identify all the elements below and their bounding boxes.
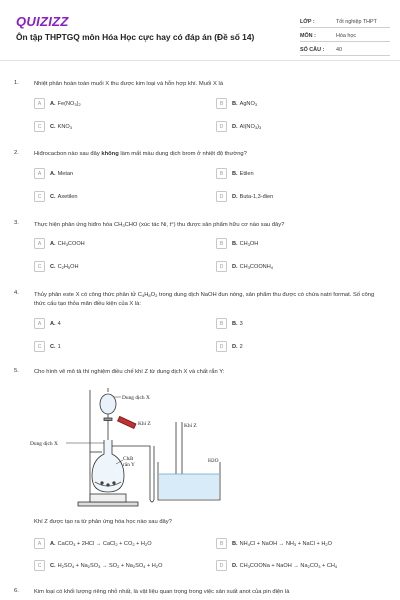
document-meta (300, 14, 390, 56)
option-1a[interactable] (34, 98, 81, 109)
option-key: A. (50, 240, 56, 247)
option-text: Axetilen (57, 193, 78, 200)
option-text: KNO3 (57, 123, 72, 130)
option-key: B. (232, 170, 238, 177)
option-text: Etilen (239, 170, 254, 177)
option-letter-box: D (216, 121, 227, 132)
option-letter-box: B (216, 238, 227, 249)
question-number: 1. (14, 80, 19, 86)
option-2b[interactable] (216, 168, 254, 179)
label-solid-y-line1: Chất (123, 456, 134, 462)
option-key: A. (50, 100, 56, 107)
option-text: Al(NO3)3 (239, 123, 262, 130)
option-text: Fe(NO3)2 (57, 100, 81, 107)
option-letter-box: A (34, 318, 45, 329)
meta-value: 40 (336, 47, 342, 53)
meta-row-subject (300, 28, 390, 42)
option-3c[interactable] (34, 261, 79, 272)
label-funnel-solution: Dung dịch X (122, 395, 150, 401)
option-key: A. (50, 170, 56, 177)
option-5d[interactable] (216, 560, 337, 571)
meta-label: SỐ CÂU : (300, 47, 325, 53)
option-letter-box: A (34, 168, 45, 179)
option-4d[interactable] (216, 341, 243, 352)
option-key: C. (50, 193, 56, 200)
option-letter-box: C (34, 121, 45, 132)
option-letter-box: D (216, 341, 227, 352)
side-tube (112, 446, 150, 452)
option-letter-box: D (216, 560, 227, 571)
option-text: CaCO3 + 2HCl → CaCl2 + CO2 + H2O (57, 540, 152, 547)
question-number: 5. (14, 368, 19, 374)
option-4c[interactable] (34, 341, 61, 352)
option-2d[interactable] (216, 191, 273, 202)
option-text: 4 (57, 320, 61, 327)
option-text: CH3COOH (57, 240, 85, 247)
option-key: C. (50, 263, 56, 270)
question-followup-text: Khí Z được tạo ra từ phản ứng hóa học nào sau đây? (34, 519, 172, 525)
option-3b[interactable] (216, 238, 258, 249)
option-key: B. (232, 540, 238, 547)
option-key: A. (50, 320, 56, 327)
question-text: Thực hiện phản ứng hiđro hóa CH3CHO (xúc tác Ni, t°) thu được sản phẩm hữu cơ nào sau đây? (34, 222, 285, 228)
option-letter-box: A (34, 98, 45, 109)
option-letter-box: A (34, 238, 45, 249)
question-text: Nhiệt phân hoàn toàn muối X thu được kim loại và hỗn hợp khí. Muối X là (34, 81, 224, 87)
option-key: A. (50, 540, 56, 547)
option-letter-box: B (216, 538, 227, 549)
question-text: Hiđrocacbon nào sau đây không làm mất màu dung dịch brom ở nhiệt độ thường? (34, 151, 247, 157)
experiment-figure (30, 382, 260, 507)
option-key: D. (232, 263, 238, 270)
option-key: B. (232, 320, 238, 327)
option-text: C2H5OH (57, 263, 79, 270)
label-left-solution: Dung dịch X (30, 441, 58, 447)
option-key: C. (50, 123, 56, 130)
meta-value: Hóa học (336, 33, 357, 39)
option-text: AgNO3 (239, 100, 258, 107)
label-gas-z-right: Khí Z (184, 423, 197, 429)
option-letter-box: C (34, 560, 45, 571)
option-1c[interactable] (34, 121, 72, 132)
option-letter-box: B (216, 98, 227, 109)
option-key: C. (50, 343, 56, 350)
option-5c[interactable] (34, 560, 162, 571)
label-solid-y-line2: rắn Y (123, 462, 135, 468)
stand-base (78, 502, 138, 506)
meta-value: Tốt nghiệp THPT (336, 19, 377, 25)
option-key: D. (232, 193, 238, 200)
question-text: Thủy phân este X có công thức phân tử C4H8O2 trong dung dịch NaOH đun nóng, sản phẩm thu được có chứa natri format. Số công thức cấu tạo thỏa mãn điều kiện của X là: (34, 292, 375, 307)
option-letter-box: B (216, 318, 227, 329)
option-text: 1 (57, 343, 61, 350)
question-number: 6. (14, 588, 19, 594)
option-key: B. (232, 100, 238, 107)
question-text: Cho hình vẽ mô tả thí nghiệm điều chế khí Z từ dung dịch X và chất rắn Y: (34, 369, 225, 375)
option-text: CH3OH (239, 240, 259, 247)
option-text: H2SO4 + Na2SO3 → SO2 + Na2SO4 + H2O (57, 562, 163, 569)
option-key: C. (50, 562, 56, 569)
meta-label: MÔN : (300, 33, 316, 39)
option-text: NH4Cl + NaOH → NH3 + NaCl + H2O (239, 540, 332, 547)
option-4a[interactable] (34, 318, 61, 329)
header-divider (0, 60, 400, 61)
meta-label: LỚP : (300, 19, 315, 25)
option-letter-box: C (34, 261, 45, 272)
option-letter-box: D (216, 191, 227, 202)
option-5b[interactable] (216, 538, 332, 549)
question-number: 3. (14, 220, 19, 226)
option-letter-box: C (34, 191, 45, 202)
option-4b[interactable] (216, 318, 243, 329)
label-water: H2O (208, 458, 219, 464)
option-2c[interactable] (34, 191, 78, 202)
option-letter-box: C (34, 341, 45, 352)
option-text: 2 (239, 343, 243, 350)
option-text: 3 (239, 320, 243, 327)
burner (90, 494, 126, 502)
option-key: B. (232, 240, 238, 247)
label-gas-z: Khí Z (138, 421, 151, 427)
valve-red (118, 416, 136, 428)
meta-row-count (300, 42, 390, 56)
option-5a[interactable] (34, 538, 152, 549)
option-letter-box: A (34, 538, 45, 549)
option-2a[interactable] (34, 168, 73, 179)
option-text: CH3COONa + NaOH → Na2CO3 + CH4 (239, 562, 338, 569)
option-text: Buta-1,3-đien (239, 193, 274, 200)
option-text: CH3COONH4 (239, 263, 273, 270)
option-3d[interactable] (216, 261, 273, 272)
document-title: Ôn tập THPTGQ môn Hóa Học cực hay có đáp án (Đề số 14) (16, 32, 255, 42)
option-1b[interactable] (216, 98, 257, 109)
option-letter-box: D (216, 261, 227, 272)
question-text: Kim loại có khối lượng riêng nhỏ nhất, là vật liệu quan trọng trong việc sản xuất anot của pin điện là (34, 589, 290, 595)
meta-row-class (300, 14, 390, 28)
option-text: Metan (57, 170, 74, 177)
option-3a[interactable] (34, 238, 85, 249)
option-letter-box: B (216, 168, 227, 179)
funnel-bulb (100, 394, 116, 414)
quizizz-logo: QUIZIZZ (16, 14, 69, 29)
option-key: D. (232, 123, 238, 130)
option-key: D. (232, 562, 238, 569)
question-number: 4. (14, 290, 19, 296)
question-number: 2. (14, 150, 19, 156)
option-1d[interactable] (216, 121, 261, 132)
option-key: D. (232, 343, 238, 350)
